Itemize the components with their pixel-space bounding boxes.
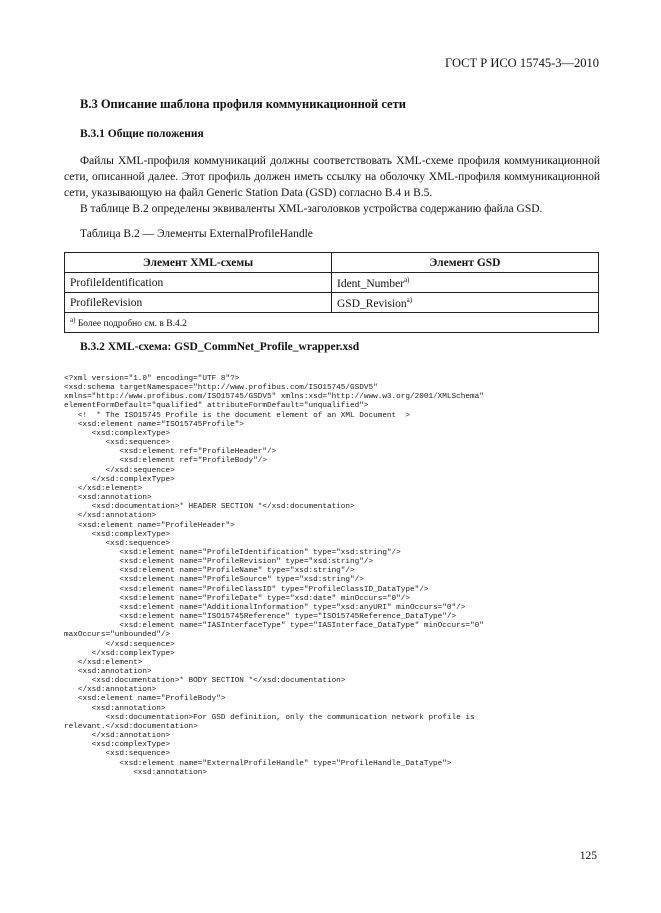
footnote-mark: a): [70, 315, 76, 324]
table-cell-xml: ProfileIdentification: [65, 273, 332, 293]
table-row: [65, 293, 599, 313]
column-header-gsd: Элемент GSD: [332, 253, 599, 273]
table-cell-xml: ProfileRevision: [65, 293, 332, 313]
table-cell-gsd: [332, 293, 599, 313]
table-header-row: [65, 253, 599, 273]
footnote-mark: a): [404, 275, 410, 284]
paragraph-general: Файлы XML-профиля коммуникаций должны соответствовать XML-схеме профиля коммуникационной сети, описанной далее. Этот профиль должен иметь ссылку на оболочку XML-профиля коммуникационной сети, указывающую на файл Generic Station Data (GSD) согласно В.4 и В.5.: [64, 155, 600, 199]
paragraph-table-reference: В таблице В.2 определены эквиваленты XML-заголовков устройства содержанию файла GSD.: [80, 203, 543, 215]
table-footnote: [65, 313, 599, 333]
table-row: [65, 273, 599, 293]
table-cell-gsd: [332, 273, 599, 293]
document-standard-header: ГОСТ Р ИСО 15745-3—2010: [445, 56, 599, 70]
elements-table: [64, 252, 599, 333]
table-note-row: [65, 313, 599, 333]
gsd-value: Ident_Number: [337, 277, 405, 290]
footnote-text: Более подробно см. в В.4.2: [77, 319, 187, 330]
section-title: В.3 Описание шаблона профиля коммуникационной сети: [80, 97, 406, 111]
subsection-title-xml-schema: В.3.2 XML-схема: GSD_CommNet_Profile_wrapper.xsd: [80, 341, 360, 353]
xml-schema-code-listing: <?xml version="1.0" encoding="UTF 8"?> <xsd:schema targetNamespace="http://www.profibus.com/ISO15745/GSDV5" xmlns="http://www.profibus.com/ISO15745/GSDV5" xmlns:xsd="http://www.w3.org/2001/XMLSchema" elementFormDefault="qualified" attributeFormDefault="unqualified"> <! * The ISO15745 Profile is the document element of an XML Document > <xsd:element name="ISO15745Profile"> <xsd:complexType> <xsd:sequence> <xsd:element ref="ProfileHeader"/> <xsd:element ref="ProfileBody"/> </xsd:sequence> </xsd:complexType> </xsd:element> <xsd:annotation> <xsd:documentation>* HEADER SECTION *</xsd:documentation> </xsd:annotation> <xsd:element name="ProfileHeader"> <xsd:complexType> <xsd:sequence> <xsd:element name="ProfileIdentification" type="xsd:string"/> <xsd:element name="ProfileRevision" type="xsd:string"/> <xsd:element name="ProfileName" type="xsd:string"/> <xsd:element name="ProfileSource" type="xsd:string"/> <xsd:element name="ProfileClassID" type="ProfileClassID_DataType"/> <xsd:element name="ProfileDate" type="xsd:date" minOccurs="0"/> <xsd:element name="AdditionalInformation" type="xsd:anyURI" minOccurs="0"/> <xsd:element name="ISO15745Reference" type="ISO15745Reference_DataType"/> <xsd:element name="IASInterfaceType" type="IASInterface_DataType" minOccurs="0" maxOccurs="unbounded"/> </xsd:sequence> </xsd:complexType> </xsd:element> <xsd:annotation> <xsd:documentation>* BODY SECTION *</xsd:documentation> </xsd:annotation> <xsd:element name="ProfileBody"> <xsd:annotation> <xsd:documentation>For GSD definition, only the communication network profile is relevant.</xsd:documentation> </xsd:annotation> <xsd:complexType> <xsd:sequence> <xsd:element name="ExternalProfileHandle" type="ProfileHandle_DataType"> <xsd:annotation>: [64, 375, 484, 777]
subsection-title: В.3.1 Общие положения: [80, 128, 204, 140]
column-header-xml: Элемент XML-схемы: [65, 253, 332, 273]
page-number: 125: [579, 850, 597, 862]
gsd-value: GSD_Revision: [337, 297, 407, 310]
table-caption: Таблица В.2 — Элементы ExternalProfileHandle: [80, 228, 313, 240]
footnote-mark: a): [406, 295, 413, 304]
